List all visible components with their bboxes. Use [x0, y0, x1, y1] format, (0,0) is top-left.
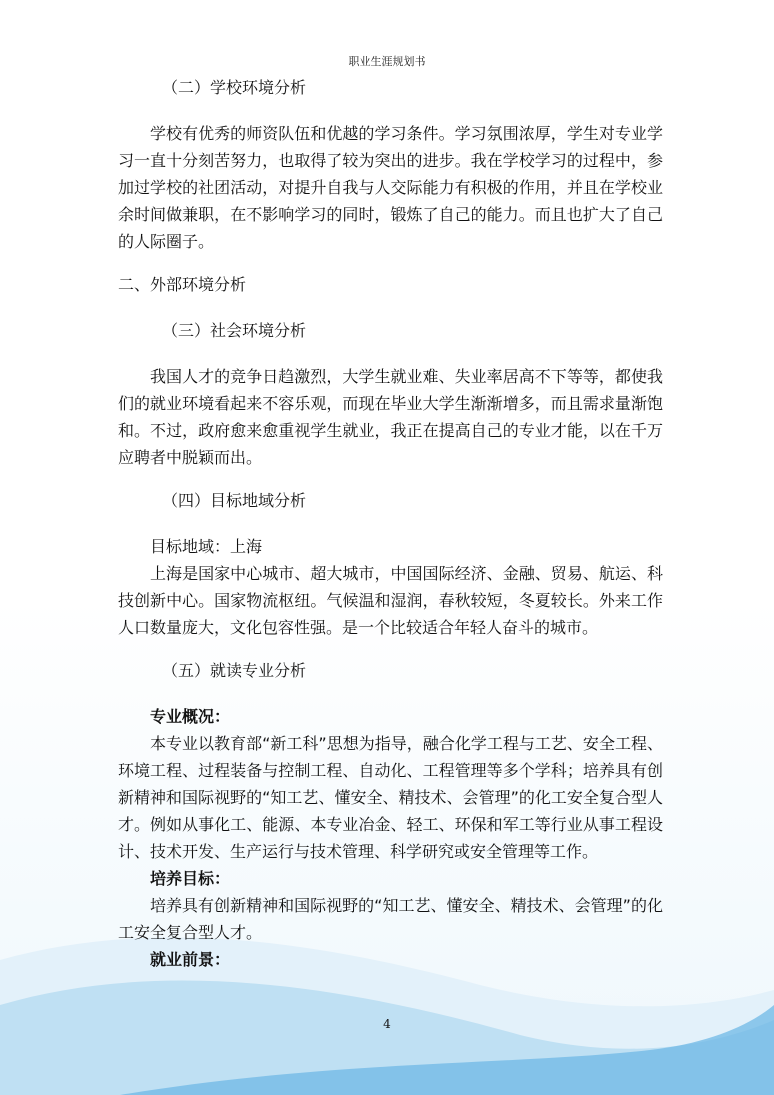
target-region-heading: （四）目标地域分析 — [162, 491, 307, 510]
social-environment-paragraph: 我国人才的竞争日趋激烈，大学生就业难、失业率居高不下等等，都使我们的就业环境看起来不容乐观，而现在毕业大学生渐渐增多，而且需求量渐饱和。不过，政府愈来愈重视学生就业，我正在提高自己的专业才能，以在千万应聘者中脱颖而出。 — [118, 367, 663, 467]
training-goal-paragraph: 培养具有创新精神和国际视野的“知工艺、懂安全、精技术、会管理”的化工安全复合型人才。 — [118, 896, 663, 942]
target-region-label: 目标地域：上海 — [150, 537, 263, 556]
document-body — [118, 76, 663, 973]
training-goal-label: 培养目标： — [150, 869, 231, 888]
page-number: 4 — [383, 1017, 391, 1031]
school-environment-paragraph: 学校有优秀的师资队伍和优越的学习条件。学习氛围浓厚，学生对专业学习一直十分刻苦努力，也取得了较为突出的进步。我在学校学习的过程中，参加过学校的社团活动，对提升自我与人交际能力有积极的作用，并且在学校业余时间做兼职，在不影响学习的同时，锻炼了自己的能力。而且也扩大了自己的人际圈子。 — [118, 124, 663, 251]
target-region-paragraph: 上海是国家中心城市、超大城市，中国国际经济、金融、贸易、航运、科技创新中心。国家物流枢纽。气候温和湿润，春秋较短，冬夏较长。外来工作人口数量庞大，文化包容性强。是一个比较适合年轻人奋斗的城市。 — [118, 564, 663, 637]
major-overview-paragraph: 本专业以教育部“新工科”思想为指导，融合化学工程与工艺、安全工程、环境工程、过程装备与控制工程、自动化、工程管理等多个学科；培养具有创新精神和国际视野的“知工艺、懂安全、精技术、会管理”的化工安全复合型人才。例如从事化工、能源、本专业冶金、轻工、环保和军工等行业从事工程设计、技术开发、生产运行与技术管理、科学研究或安全管理等工作。 — [118, 734, 663, 861]
school-environment-heading: （二）学校环境分析 — [162, 78, 307, 97]
employment-prospect-label: 就业前景： — [150, 950, 231, 969]
major-analysis-heading: （五）就读专业分析 — [162, 661, 307, 680]
major-overview-label: 专业概况： — [150, 707, 231, 726]
social-environment-heading: （三）社会环境分析 — [162, 321, 307, 340]
page-header: 职业生涯规划书 — [348, 55, 426, 68]
external-environment-heading: 二、外部环境分析 — [118, 275, 247, 294]
